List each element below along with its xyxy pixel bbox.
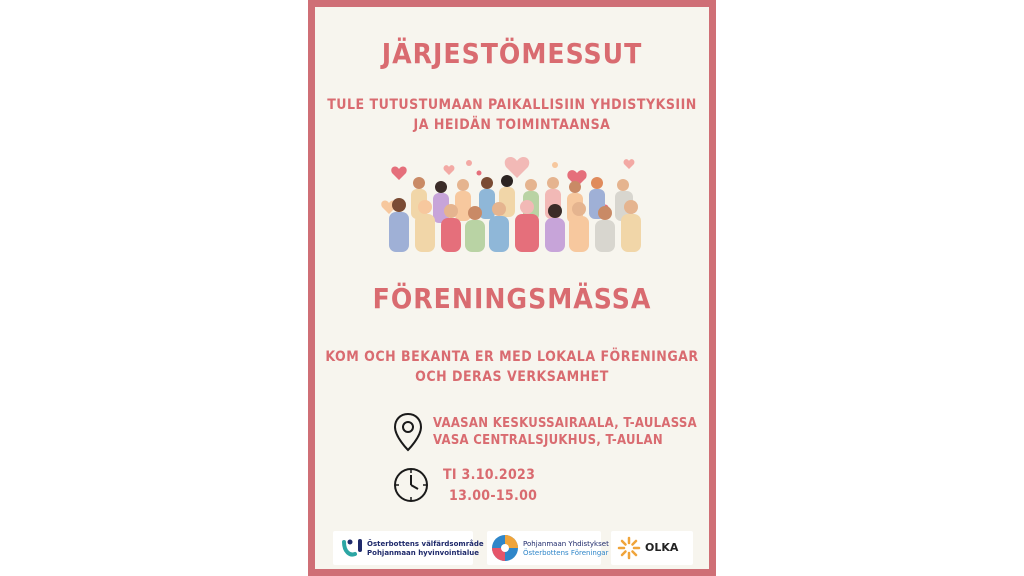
title-finnish: JÄRJESTÖMESSUT bbox=[381, 37, 643, 70]
valfardsomrade-logo-mark-icon bbox=[341, 538, 363, 558]
logo2-line1: Pohjanmaan Yhdistykset bbox=[523, 540, 609, 548]
location-text bbox=[433, 415, 697, 449]
logo2-line2: Österbottens Föreningar bbox=[523, 549, 609, 557]
subtitle-swedish bbox=[315, 347, 709, 387]
subtitle-finnish bbox=[315, 95, 709, 135]
logo3-text: OLKA bbox=[645, 541, 679, 554]
subtitle-swedish-line1: KOM OCH BEKANTA ER MED LOKALA FÖRENINGAR bbox=[325, 349, 699, 365]
location-line-finnish: VAASAN KESKUSSAIRAALA, T-AULASSA bbox=[433, 416, 697, 431]
event-time: 13.00-15.00 bbox=[449, 488, 538, 504]
title-swedish: FÖRENINGSMÄSSA bbox=[372, 282, 652, 315]
event-date: TI 3.10.2023 bbox=[443, 467, 536, 483]
location-line-swedish: VASA CENTRALSJUKHUS, T-AULAN bbox=[433, 433, 663, 448]
olka-logo-mark-icon bbox=[617, 536, 641, 560]
logo-pohjanmaan-yhdistykset bbox=[487, 531, 609, 565]
logo1-line2: Pohjanmaan hyvinvointialue bbox=[367, 549, 480, 557]
subtitle-finnish-line2: JA HEIDÄN TOIMINTAANSA bbox=[413, 117, 611, 133]
clock-icon bbox=[393, 467, 429, 503]
logo-olka bbox=[611, 531, 693, 565]
logo-osterbottens-valfardsomrade bbox=[333, 531, 484, 565]
subtitle-swedish-line2: OCH DERAS VERKSAMHET bbox=[415, 369, 609, 385]
subtitle-finnish-line1: TULE TUTUSTUMAAN PAIKALLISIIN YHDISTYKSIIN bbox=[327, 97, 697, 113]
yhdistykset-logo-mark-icon bbox=[491, 534, 519, 562]
date-time-text bbox=[443, 465, 537, 507]
location-pin-icon bbox=[393, 412, 423, 452]
crowd-illustration bbox=[379, 155, 653, 257]
event-poster bbox=[308, 0, 716, 576]
logo1-line1: Österbottens välfärdsområde bbox=[367, 540, 484, 548]
